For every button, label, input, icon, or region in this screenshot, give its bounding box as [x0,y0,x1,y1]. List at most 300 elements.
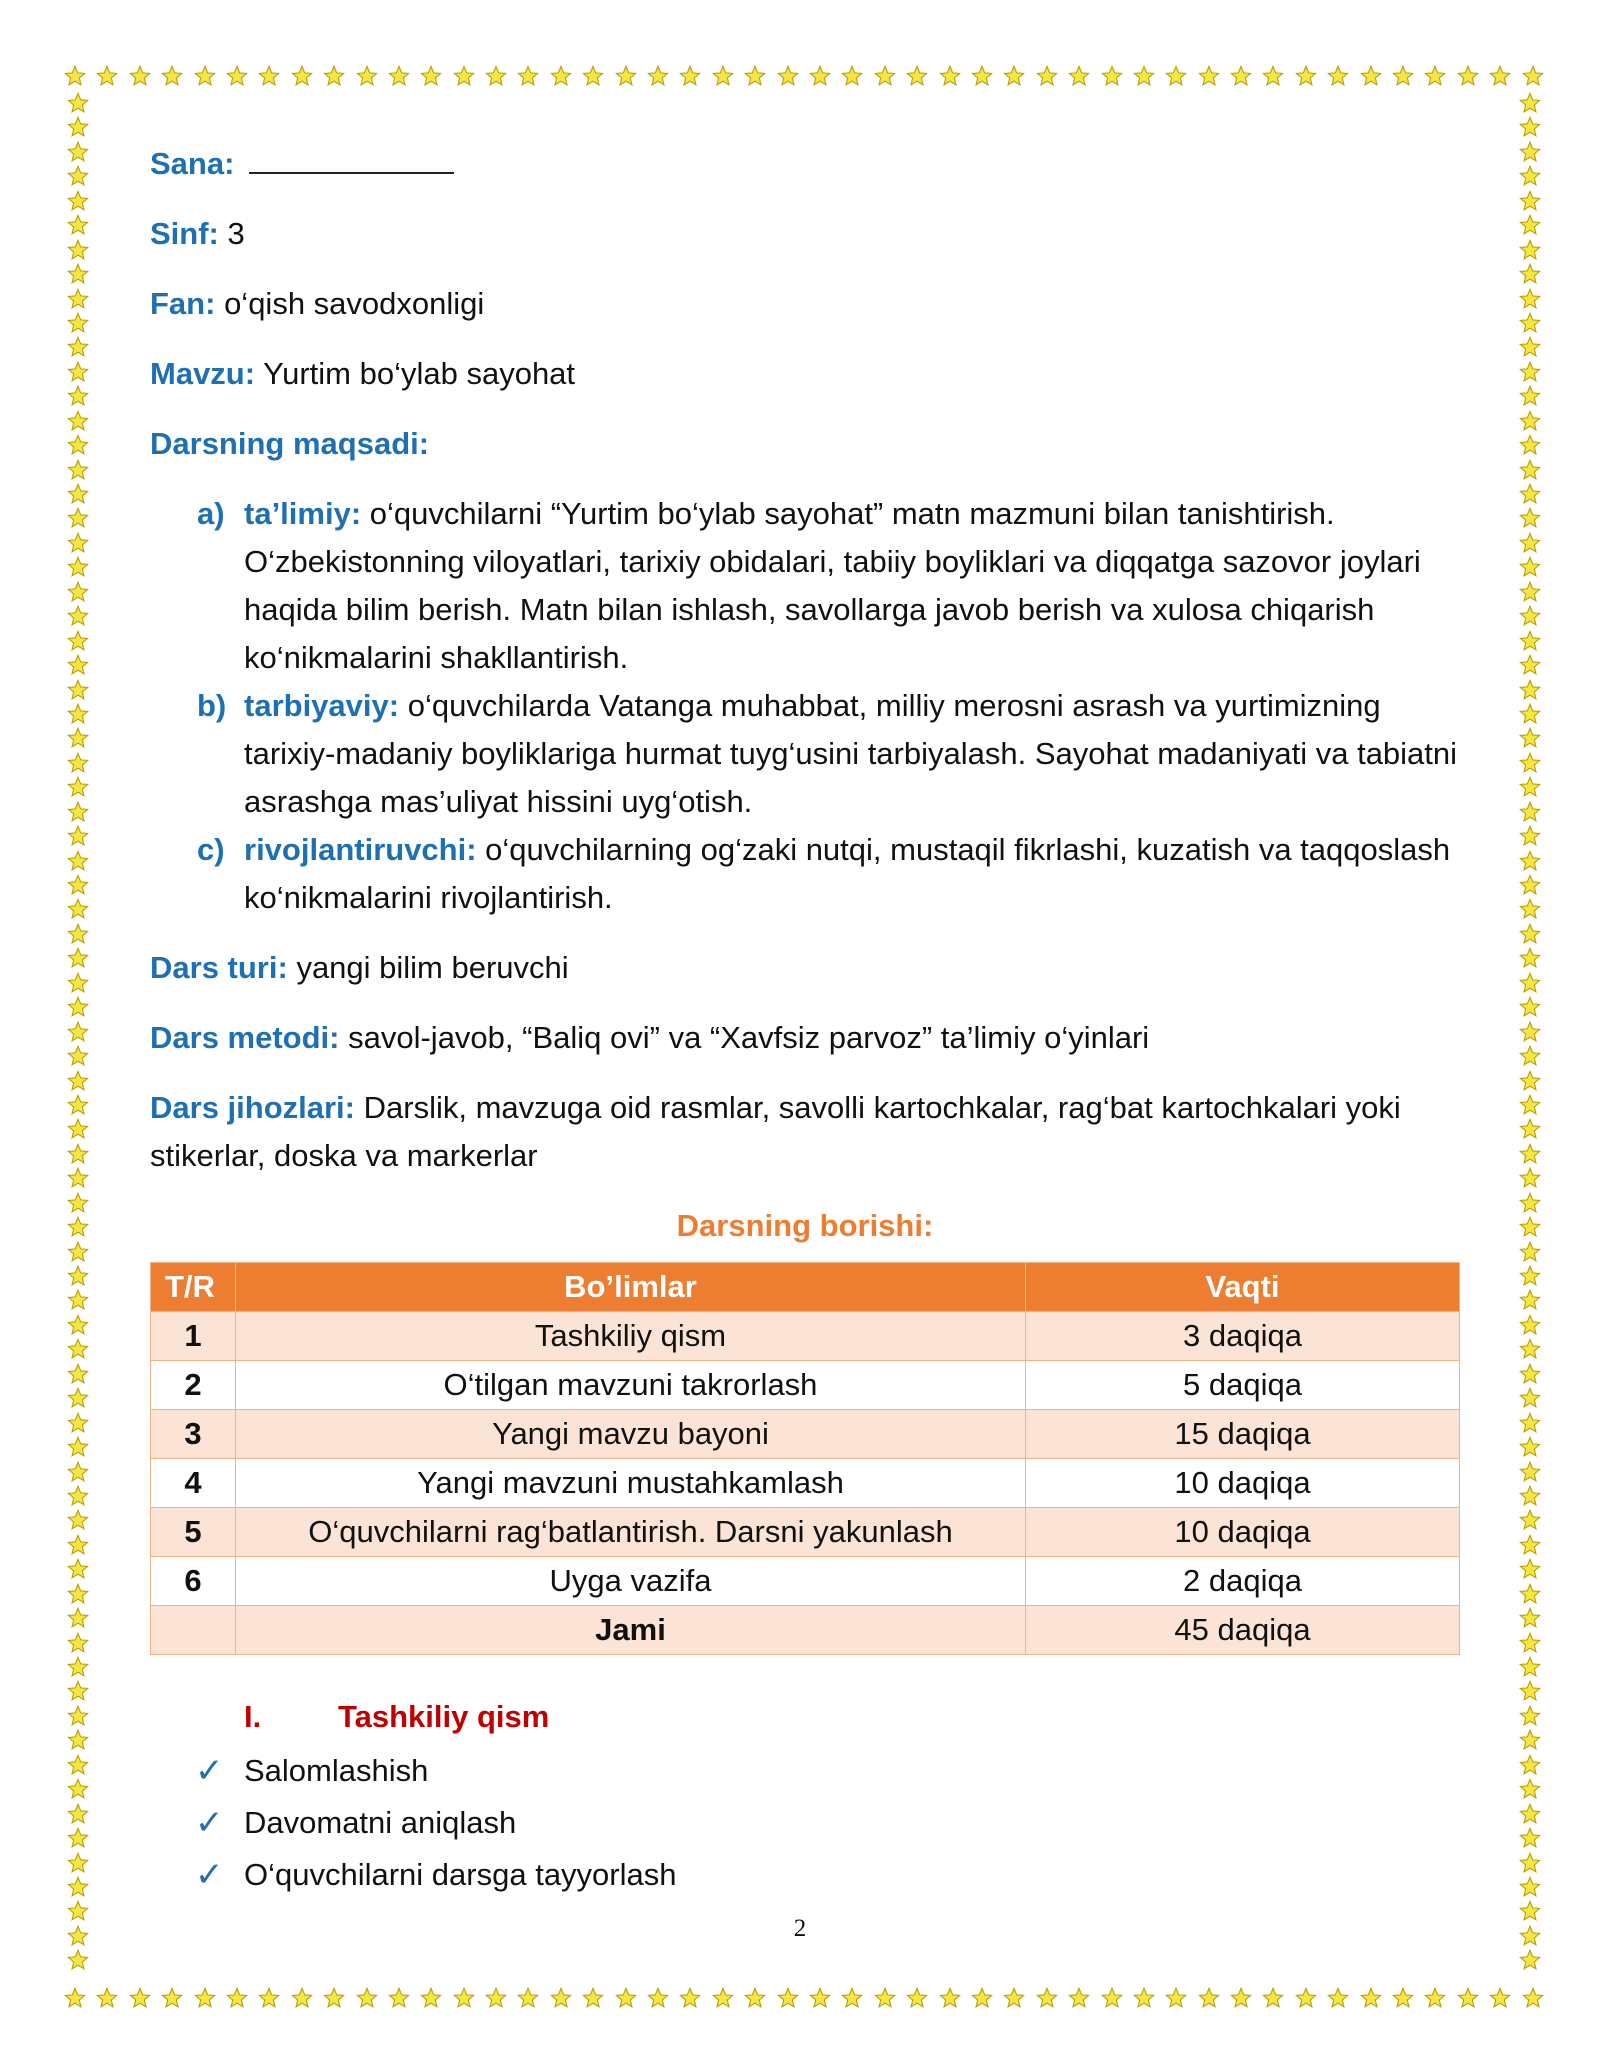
star-icon [67,1827,89,1849]
star-icon [1519,630,1541,652]
lesson-equipment-label: Dars jihozlari: [150,1090,355,1125]
star-icon [67,898,89,920]
star-icon [1519,1509,1541,1531]
checklist-item-text: Davomatni aniqlash [244,1805,517,1840]
star-icon [67,1289,89,1311]
star-icon [67,92,89,114]
star-icon [96,1987,118,2009]
star-icon [1519,972,1541,994]
star-icon [1519,874,1541,896]
star-icon [1519,1265,1541,1287]
star-icon [1519,1778,1541,1800]
star-icon [67,1461,89,1483]
star-icon [194,65,216,87]
star-icon [67,532,89,554]
star-icon [67,1680,89,1702]
star-icon [679,1987,701,2009]
star-icon [161,65,183,87]
star-icon [1519,1534,1541,1556]
star-icon [67,752,89,774]
class-value: 3 [227,216,245,251]
date-blank-line [249,144,454,174]
star-icon [1519,1729,1541,1751]
star-icon [1519,898,1541,920]
star-icon [67,410,89,432]
star-icon [1489,1987,1511,2009]
row-number: 3 [151,1410,236,1459]
topic-label: Mavzu: [150,356,256,391]
star-icon [517,1987,539,2009]
star-icon [1036,1987,1058,2009]
star-icon [67,361,89,383]
subject-label: Fan: [150,286,216,321]
star-icon [67,874,89,896]
lesson-method-label: Dars metodi: [150,1020,340,1055]
star-icon [67,1021,89,1043]
star-icon [1519,1021,1541,1043]
star-icon [1519,1094,1541,1116]
star-icon [1519,1754,1541,1776]
star-icon [258,65,280,87]
date-label: Sana: [150,146,235,181]
star-icon [1519,1583,1541,1605]
star-icon [129,65,151,87]
star-icon [1519,654,1541,676]
star-icon [971,65,993,87]
row-section: O‘quvchilarni rag‘batlantirish. Darsni yakunlash [236,1508,1026,1557]
star-icon [67,141,89,163]
star-icon [874,65,896,87]
star-icon [679,65,701,87]
star-icon [67,1118,89,1140]
star-icon [1230,65,1252,87]
star-icon [1519,996,1541,1018]
star-icon [1519,288,1541,310]
star-icon [67,507,89,529]
star-icon [1519,1289,1541,1311]
star-icon [809,1987,831,2009]
goal-text: o‘quvchilarni “Yurtim bo‘ylab sayohat” matn mazmuni bilan tanishtirish. O‘zbekistonning viloyatlari, tarixiy obidalari, tabiiy boyliklari va diqqatga sazovor joylari haqida bilim berish. Matn bilan ishlash, savollarga javob berish va xulosa chiqarish ko‘nikmalarini shakllantirish. [244,496,1421,675]
star-icon [1295,65,1317,87]
star-icon [323,65,345,87]
star-icon [1519,459,1541,481]
star-icon [67,239,89,261]
star-icon [1133,1987,1155,2009]
star-icon [1295,1987,1317,2009]
row-time: 2 daqiqa [1026,1557,1460,1606]
star-icon [67,312,89,334]
star-icon [453,1987,475,2009]
star-icon [1519,141,1541,163]
star-icon [323,1987,345,2009]
star-icon [809,65,831,87]
goal-item [150,682,1460,826]
subject-value: o‘qish savodxonligi [224,286,485,321]
star-icon [67,1705,89,1727]
star-icon [744,1987,766,2009]
star-icon [1519,239,1541,261]
star-icon [1519,165,1541,187]
total-label: Jami [236,1606,1026,1655]
row-number: 2 [151,1361,236,1410]
star-icon [67,1485,89,1507]
star-icon [1519,605,1541,627]
star-icon [67,434,89,456]
part-one-title: Tashkiliy qism [338,1699,550,1734]
star-icon [841,1987,863,2009]
star-icon [67,459,89,481]
star-icon [1519,1338,1541,1360]
star-icon [615,1987,637,2009]
star-icon [777,1987,799,2009]
star-icon [1519,1558,1541,1580]
star-icon [67,1070,89,1092]
star-icon [67,1876,89,1898]
star-icon [64,1987,86,2009]
star-icon [67,1583,89,1605]
star-icon [67,801,89,823]
star-icon [67,190,89,212]
star-icon [1262,1987,1284,2009]
star-icon [939,1987,961,2009]
star-icon [1068,1987,1090,2009]
goal-label: ta’limiy: [244,496,362,531]
lesson-type-label: Dars turi: [150,950,288,985]
star-icon [1519,1412,1541,1434]
class-field [150,210,1460,258]
row-time: 5 daqiqa [1026,1361,1460,1410]
row-section: O‘tilgan mavzuni takrorlash [236,1361,1026,1410]
star-icon [1519,1216,1541,1238]
star-icon [67,116,89,138]
star-icon [67,1045,89,1067]
star-icon [744,65,766,87]
star-icon [67,1656,89,1678]
star-icon [194,1987,216,2009]
star-icon [1519,801,1541,823]
table-row [151,1459,1460,1508]
star-icon [1519,1607,1541,1629]
part-one-heading [244,1693,1460,1741]
star-icon [874,1987,896,2009]
star-icon [1003,65,1025,87]
star-icon [67,1803,89,1825]
lesson-method-value: savol-javob, “Baliq ovi” va “Xavfsiz parvoz” ta’limiy o‘yinlari [348,1020,1150,1055]
star-icon [67,336,89,358]
star-icon [67,1949,89,1971]
star-icon [226,65,248,87]
star-icon [1198,65,1220,87]
star-icon [67,1143,89,1165]
star-icon [1519,1118,1541,1140]
star-icon [67,1094,89,1116]
star-icon [1519,1192,1541,1214]
table-total-row [151,1606,1460,1655]
star-icon [647,1987,669,2009]
star-icon [1519,1876,1541,1898]
checklist-item [195,1745,1460,1797]
star-icon [67,605,89,627]
star-icon [67,1363,89,1385]
star-icon [67,1265,89,1287]
lesson-flow-title: Darsning borishi: [676,1208,934,1243]
star-icon [1424,1987,1446,2009]
star-icon [1519,1045,1541,1067]
star-icon [712,1987,734,2009]
star-icon [1519,776,1541,798]
lesson-method-field [150,1014,1460,1062]
star-icon [1068,65,1090,87]
total-time: 45 daqiqa [1026,1606,1460,1655]
date-field [150,140,1460,188]
star-icon [67,1216,89,1238]
star-icon [841,65,863,87]
star-icon [1457,65,1479,87]
star-icon [1519,850,1541,872]
star-icon [291,65,313,87]
star-icon [67,1509,89,1531]
star-icon [1519,214,1541,236]
star-icon [1519,1070,1541,1092]
star-border-right [1516,92,1544,1972]
star-icon [67,776,89,798]
star-icon [67,1338,89,1360]
star-icon [1360,65,1382,87]
topic-value: Yurtim bo‘ylab sayohat [263,356,576,391]
star-icon [1230,1987,1252,2009]
star-icon [388,65,410,87]
star-icon [1198,1987,1220,2009]
star-icon [67,1436,89,1458]
star-icon [1519,1363,1541,1385]
star-icon [1165,1987,1187,2009]
table-row [151,1361,1460,1410]
row-section: Yangi mavzuni mustahkamlash [236,1459,1026,1508]
star-icon [1519,1485,1541,1507]
star-icon [67,947,89,969]
star-icon [1519,385,1541,407]
star-icon [1519,1436,1541,1458]
col-header-number: T/R [151,1263,236,1312]
star-icon [226,1987,248,2009]
star-icon [1519,116,1541,138]
star-icon [1519,752,1541,774]
star-icon [67,165,89,187]
star-icon [96,65,118,87]
star-icon [67,1534,89,1556]
star-icon [906,65,928,87]
lesson-equipment-value: Darslik, mavzuga oid rasmlar, savolli kartochkalar, rag‘bat kartochkalari yoki stikerlar, doska va markerlar [150,1090,1401,1173]
star-icon [1036,65,1058,87]
star-icon [1519,507,1541,529]
star-icon [1519,336,1541,358]
star-border-top [64,62,1544,90]
lesson-type-value: yangi bilim beruvchi [296,950,569,985]
star-icon [67,703,89,725]
star-icon [1101,65,1123,87]
row-time: 3 daqiqa [1026,1312,1460,1361]
star-icon [291,1987,313,2009]
checklist-item [195,1849,1460,1901]
star-icon [1519,1949,1541,1971]
star-icon [1519,1656,1541,1678]
star-icon [1519,361,1541,383]
star-icon [550,1987,572,2009]
star-icon [67,1314,89,1336]
goal-text: o‘quvchilarning og‘zaki nutqi, mustaqil fikrlashi, kuzatish va taqqoslash ko‘nikmalarini rivojlantirish. [244,832,1451,915]
star-icon [615,65,637,87]
star-icon [582,65,604,87]
star-icon [550,65,572,87]
goals-label: Darsning maqsadi: [150,426,430,461]
star-icon [67,1387,89,1409]
star-icon [1133,65,1155,87]
star-border-bottom [64,1984,1544,2012]
row-section: Yangi mavzu bayoni [236,1410,1026,1459]
checkmark-icon: ✓ [195,1752,224,1790]
subject-field [150,280,1460,328]
star-icon [420,65,442,87]
star-icon [1327,1987,1349,2009]
star-icon [1165,65,1187,87]
star-icon [647,65,669,87]
star-icon [1519,581,1541,603]
table-header-row [151,1263,1460,1312]
lesson-plan-page [150,140,1460,1901]
row-time: 10 daqiqa [1026,1508,1460,1557]
star-icon [1522,65,1544,87]
star-icon [1519,312,1541,334]
part-one-checklist [195,1745,1460,1901]
star-icon [485,1987,507,2009]
topic-field [150,350,1460,398]
star-icon [67,581,89,603]
star-icon [1519,947,1541,969]
star-icon [1392,1987,1414,2009]
star-icon [1519,1314,1541,1336]
star-icon [420,1987,442,2009]
table-row [151,1312,1460,1361]
star-icon [1101,1987,1123,2009]
row-section: Tashkiliy qism [236,1312,1026,1361]
lesson-equipment-field [150,1084,1460,1180]
star-icon [67,654,89,676]
star-icon [1262,65,1284,87]
star-icon [1519,1852,1541,1874]
goals-list [150,490,1460,922]
star-icon [1519,532,1541,554]
star-icon [517,65,539,87]
star-icon [67,923,89,945]
star-icon [67,972,89,994]
star-icon [67,263,89,285]
star-icon [1519,556,1541,578]
star-icon [1489,65,1511,87]
star-border-left [64,92,92,1972]
star-icon [67,1167,89,1189]
goal-item [150,490,1460,682]
table-row [151,1410,1460,1459]
star-icon [1519,825,1541,847]
star-icon [1519,1803,1541,1825]
star-icon [67,385,89,407]
star-icon [1519,483,1541,505]
star-icon [161,1987,183,2009]
goals-heading [150,420,1460,468]
star-icon [67,825,89,847]
checklist-item-text: O‘quvchilarni darsga tayyorlash [244,1857,677,1892]
col-header-sections: Bo’limlar [236,1263,1026,1312]
star-icon [67,1754,89,1776]
star-icon [1519,703,1541,725]
star-icon [1519,263,1541,285]
star-icon [1519,727,1541,749]
goal-item [150,826,1460,922]
goal-marker: c) [197,832,225,867]
checkmark-icon: ✓ [195,1856,224,1894]
star-icon [1519,1461,1541,1483]
star-icon [1519,1387,1541,1409]
star-icon [1519,1167,1541,1189]
checkmark-icon: ✓ [195,1804,224,1842]
star-icon [67,556,89,578]
star-icon [582,1987,604,2009]
star-icon [1392,65,1414,87]
part-one-numeral: I. [244,1699,262,1734]
star-icon [67,1729,89,1751]
star-icon [67,850,89,872]
total-empty-cell [151,1606,236,1655]
goal-text: o‘quvchilarda Vatanga muhabbat, milliy merosni asrash va yurtimizning tarixiy-madaniy boyliklariga hurmat tuyg‘usini tarbiyalash. Sayohat madaniyati va tabiatni asrashga mas’uliyat hissini uyg‘otish. [244,688,1458,819]
class-label: Sinf: [150,216,219,251]
lesson-flow-table [150,1262,1460,1655]
star-icon [388,1987,410,2009]
star-icon [1519,1827,1541,1849]
star-icon [67,214,89,236]
row-time: 10 daqiqa [1026,1459,1460,1508]
star-icon [67,1632,89,1654]
star-icon [1519,679,1541,701]
star-icon [1522,1987,1544,2009]
table-row [151,1557,1460,1606]
star-icon [1457,1987,1479,2009]
star-icon [1519,190,1541,212]
star-icon [258,1987,280,2009]
star-icon [1003,1987,1025,2009]
star-icon [67,1607,89,1629]
star-icon [906,1987,928,2009]
star-icon [67,1412,89,1434]
star-icon [356,65,378,87]
star-icon [67,1852,89,1874]
row-time: 15 daqiqa [1026,1410,1460,1459]
goal-label: rivojlantiruvchi: [244,832,477,867]
row-number: 4 [151,1459,236,1508]
star-icon [1519,434,1541,456]
goal-marker: a) [197,496,225,531]
star-icon [1519,1241,1541,1263]
star-icon [939,65,961,87]
star-icon [356,1987,378,2009]
star-icon [67,1192,89,1214]
star-icon [67,727,89,749]
col-header-time: Vaqti [1026,1263,1460,1312]
star-icon [1519,1705,1541,1727]
star-icon [67,630,89,652]
star-icon [1519,1680,1541,1702]
star-icon [1519,1632,1541,1654]
row-number: 6 [151,1557,236,1606]
